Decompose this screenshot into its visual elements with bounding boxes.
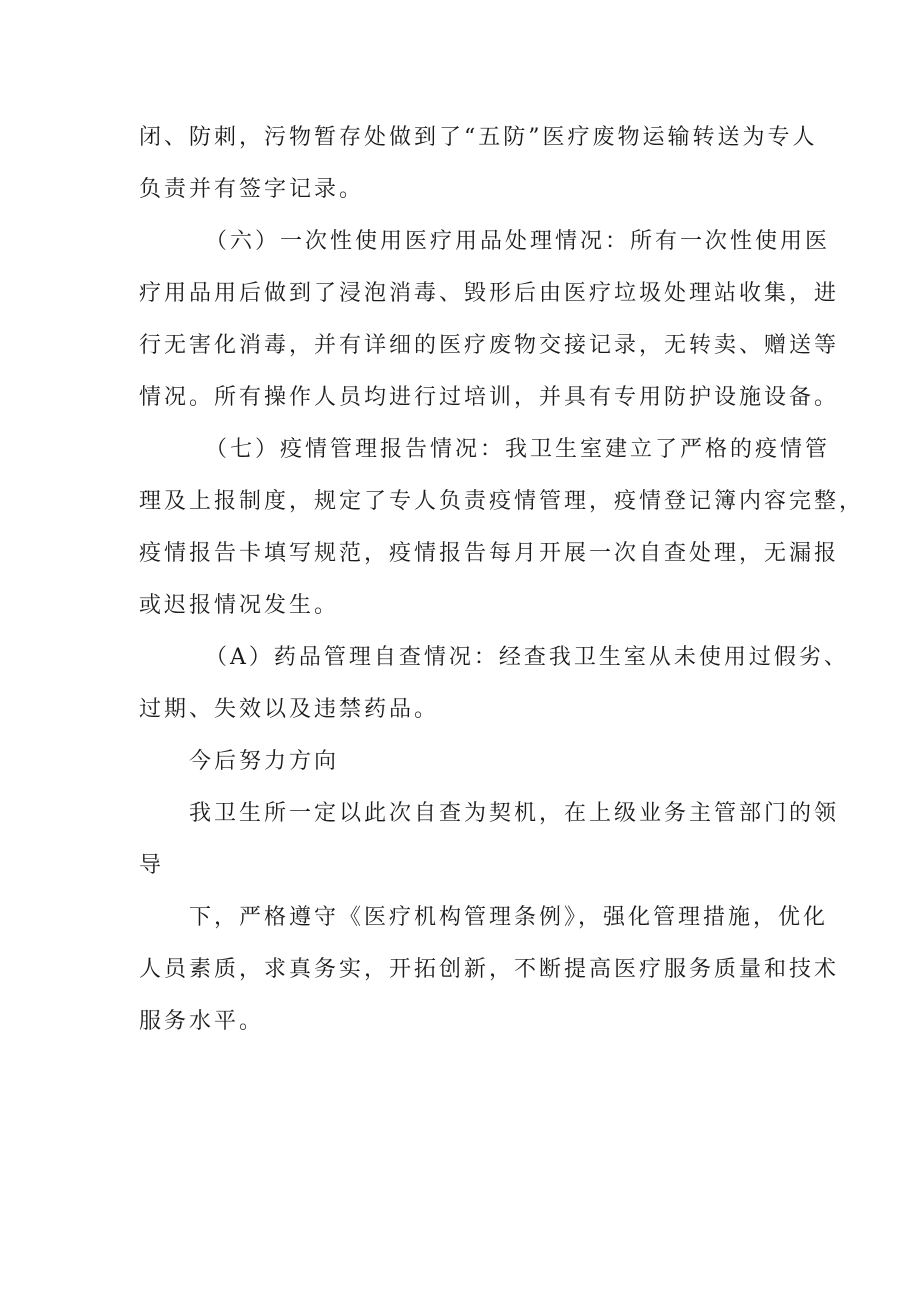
text-line: 情况。所有操作人员均进行过培训，并具有专用防护设施设备。 <box>139 385 840 410</box>
paragraph-seven-heading-line: （七）疫情管理报告情况：我卫生室建立了严格的疫情管 <box>205 437 831 462</box>
text-line: 或迟报情况发生。 <box>139 593 340 618</box>
paragraph-six-heading-line: （六）一次性使用医疗用品处理情况：所有一次性使用医 <box>205 229 831 254</box>
text-line: 过期、失效以及违禁药品。 <box>139 697 440 722</box>
text-line: 下，严格遵守《医疗机构管理条例》，强化管理措施，优化 <box>189 905 829 930</box>
text-line: 服务水平。 <box>139 1009 265 1034</box>
text-line: 我卫生所一定以此次自查为契机，在上级业务主管部门的领 <box>189 801 840 826</box>
text-line: 疗用品用后做到了浸泡消毒、毁形后由医疗垃圾处理站收集，进 <box>139 281 840 306</box>
text-line: 疫情报告卡填写规范，疫情报告每月开展一次自查处理，无漏报 <box>139 541 840 566</box>
text-line: 人员素质，求真务实，开拓创新，不断提高医疗服务质量和技术 <box>139 957 840 982</box>
section-heading-future-direction: 今后努力方向 <box>189 749 340 774</box>
text-line: 行无害化消毒，并有详细的医疗废物交接记录，无转卖、赠送等 <box>139 333 840 358</box>
paragraph-a-heading-line: （A）药品管理自查情况：经查我卫生室从未使用过假劣、 <box>205 645 849 670</box>
document-body <box>139 112 865 1048</box>
text-line: 理及上报制度，规定了专人负责疫情管理，疫情登记簿内容完整， <box>139 489 865 514</box>
text-line: 导 <box>139 853 165 878</box>
text-line: 负责并有签字记录。 <box>139 177 365 202</box>
text-line: 闭、防刺，污物暂存处做到了“五防”医疗废物运输转送为专人 <box>139 125 818 150</box>
